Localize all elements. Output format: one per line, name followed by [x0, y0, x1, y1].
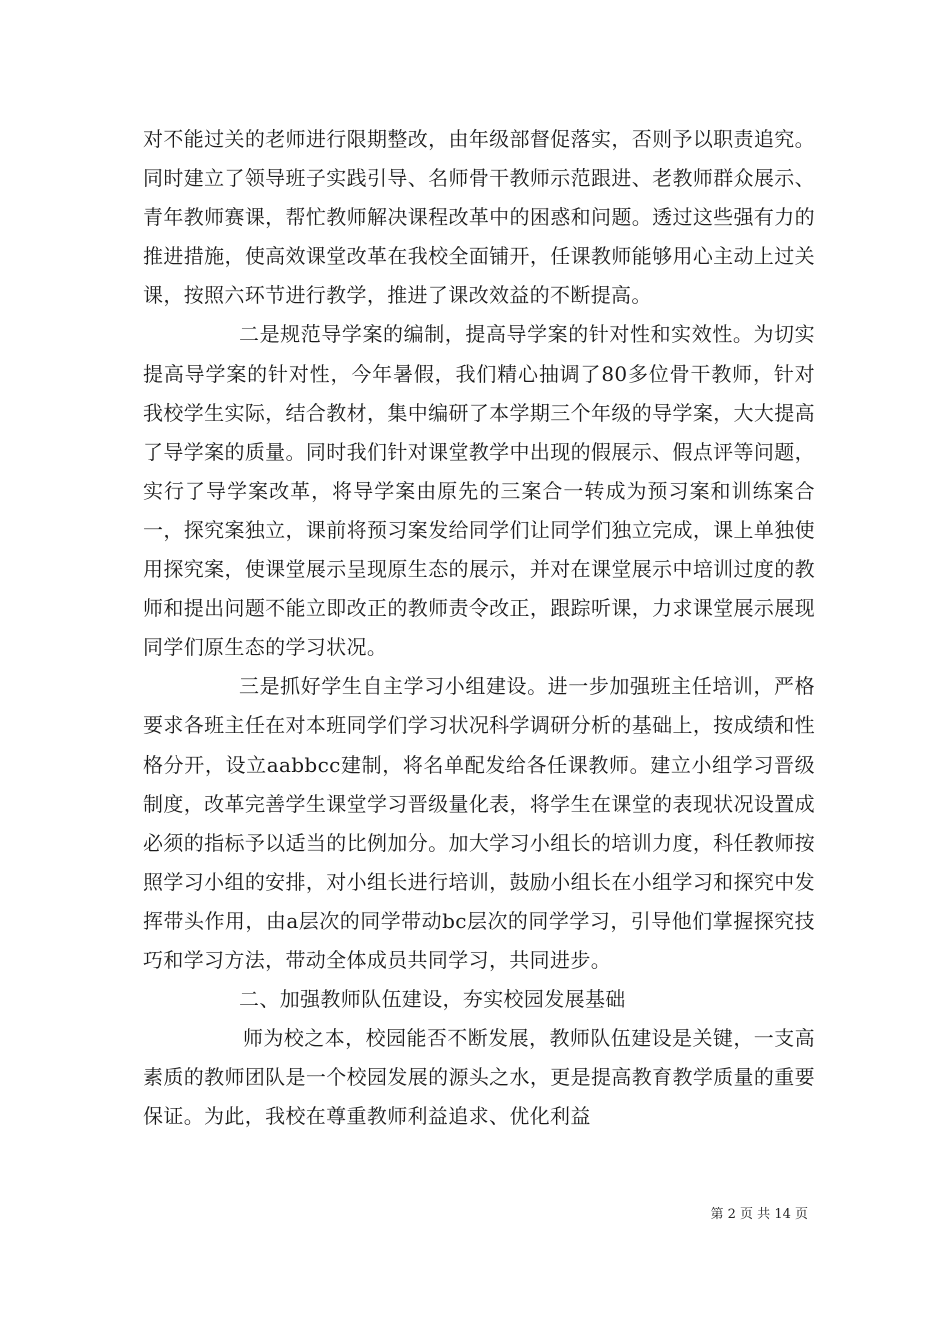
paragraph-continuation: 对不能过关的老师进行限期整改，由年级部督促落实，否则予以职责追究。同时建立了领导班子实践引导、名师骨干教师示范跟进、老教师群众展示、青年教师赛课，帮忙教师解决课程改革中的困惑和问题。透过这些强有力的推进措施，使高效课堂改革在我校全面铺开，任课教师能够用心主动上过关课，按照六环节进行教学，推进了课改效益的不断提高。 [143, 127, 815, 308]
page-number-footer: 第 2 页 共 14 页 [710, 1207, 808, 1222]
paragraph-guide-plan: 二是规范导学案的编制，提高导学案的针对性和实效性。为切实提高导学案的针对性，今年暑假，我们精心抽调了80多位骨干教师，针对我校学生实际，结合教材，集中编研了本学期三个年级的导学案，大大提高了导学案的质量。同时我们针对课堂教学中出现的假展示、假点评等问题，实行了导学案改革，将导学案由原先的三案合一转成为预习案和训练案合一，探究案独立，课前将预习案发给同学们让同学们独立完成，课上单独使用探究案，使课堂展示呈现原生态的展示，并对在课堂展示中培训过度的教师和提出问题不能立即改正的教师责令改正，跟踪听课，力求课堂展示展现同学们原生态的学习状况。 [143, 322, 815, 660]
document-body [143, 120, 815, 1136]
paragraph-teacher-team: 师为校之本，校园能否不断发展，教师队伍建设是关键，一支高素质的教师团队是一个校园发展的源头之水，更是提高教育教学质量的重要保证。为此，我校在尊重教师利益追求、优化利益 [143, 1026, 815, 1129]
paragraph-study-groups: 三是抓好学生自主学习小组建设。进一步加强班主任培训，严格要求各班主任在对本班同学们学习状况科学调研分析的基础上，按成绩和性格分开，设立aabbcc建制，将名单配发给各任课教师。建立小组学习晋级制度，改革完善学生课堂学习晋级量化表，将学生在课堂的表现状况设置成必须的指标予以适当的比例加分。加大学习小组长的培训力度，科任教师按照学习小组的安排，对小组长进行培训，鼓励小组长在小组学习和探究中发挥带头作用，由a层次的同学带动bc层次的同学学习，引导他们掌握探究技巧和学习方法，带动全体成员共同学习，共同进步。 [143, 674, 815, 972]
section-heading-teacher-team: 二、加强教师队伍建设，夯实校园发展基础 [239, 987, 626, 1012]
